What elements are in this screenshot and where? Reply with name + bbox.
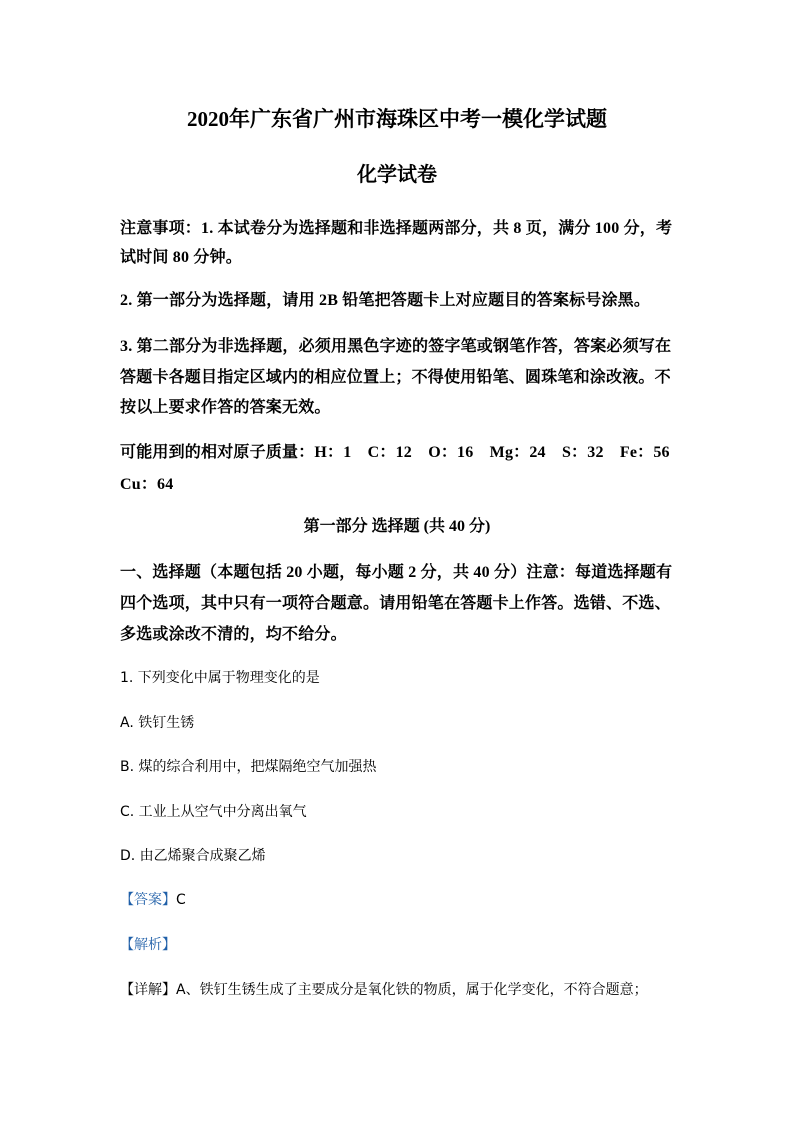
atomic-mass-line-2: Cu：64 (120, 476, 174, 493)
detail-line (120, 979, 648, 999)
option-b: B. 煤的综合利用中，把煤隔绝空气加强热 (120, 759, 377, 775)
answer-value: C (176, 892, 186, 908)
notice-line-6: 按以上要求作答的答案无效。 (120, 399, 331, 416)
section-title: 第一部分 选择题 (共 40 分) (303, 518, 491, 535)
option-c: C. 工业上从空气中分离出氧气 (120, 804, 307, 820)
instruction-line-3: 多选或涂改不清的，均不给分。 (120, 626, 347, 643)
option-d: D. 由乙烯聚合成聚乙烯 (120, 848, 266, 864)
detail-tag: 【详解】 (120, 982, 176, 998)
exam-subtitle: 化学试卷 (357, 164, 437, 186)
answer-tag: 【答案】 (120, 892, 176, 908)
analysis-line (120, 934, 176, 954)
notice-line-4: 3. 第二部分为非选择题，必须用黑色字迹的签字笔或钢笔作答，答案必须写在 (120, 338, 672, 355)
question-stem: 1. 下列变化中属于物理变化的是 (120, 670, 320, 686)
option-a: A. 铁钉生锈 (120, 715, 195, 731)
analysis-tag: 【解析】 (120, 937, 176, 953)
atomic-mass-line-1: 可能用到的相对原子质量：H：1 C：12 O：16 Mg：24 S：32 Fe：56 (120, 444, 670, 461)
notice-line-1: 注意事项：1. 本试卷分为选择题和非选择题两部分，共 8 页，满分 100 分，考 (120, 220, 673, 237)
notice-line-3: 2. 第一部分为选择题，请用 2B 铅笔把答题卡上对应题目的答案标号涂黑。 (120, 292, 651, 309)
instruction-line-1: 一、选择题（本题包括 20 小题，每小题 2 分，共 40 分）注意：每道选择题有 (120, 564, 673, 581)
exam-title: 2020年广东省广州市海珠区中考一模化学试题 (187, 107, 607, 131)
instruction-line-2: 四个选项，其中只有一项符合题意。请用铅笔在答题卡上作答。选错、不选、 (120, 595, 671, 612)
notice-line-2: 试时间 80 分钟。 (120, 249, 243, 266)
detail-text: A、铁钉生锈生成了主要成分是氧化铁的物质，属于化学变化，不符合题意； (176, 982, 648, 998)
notice-line-5: 答题卡各题目指定区域内的相应位置上；不得使用铅笔、圆珠笔和涂改液。不 (120, 369, 671, 386)
answer-line (120, 889, 186, 909)
